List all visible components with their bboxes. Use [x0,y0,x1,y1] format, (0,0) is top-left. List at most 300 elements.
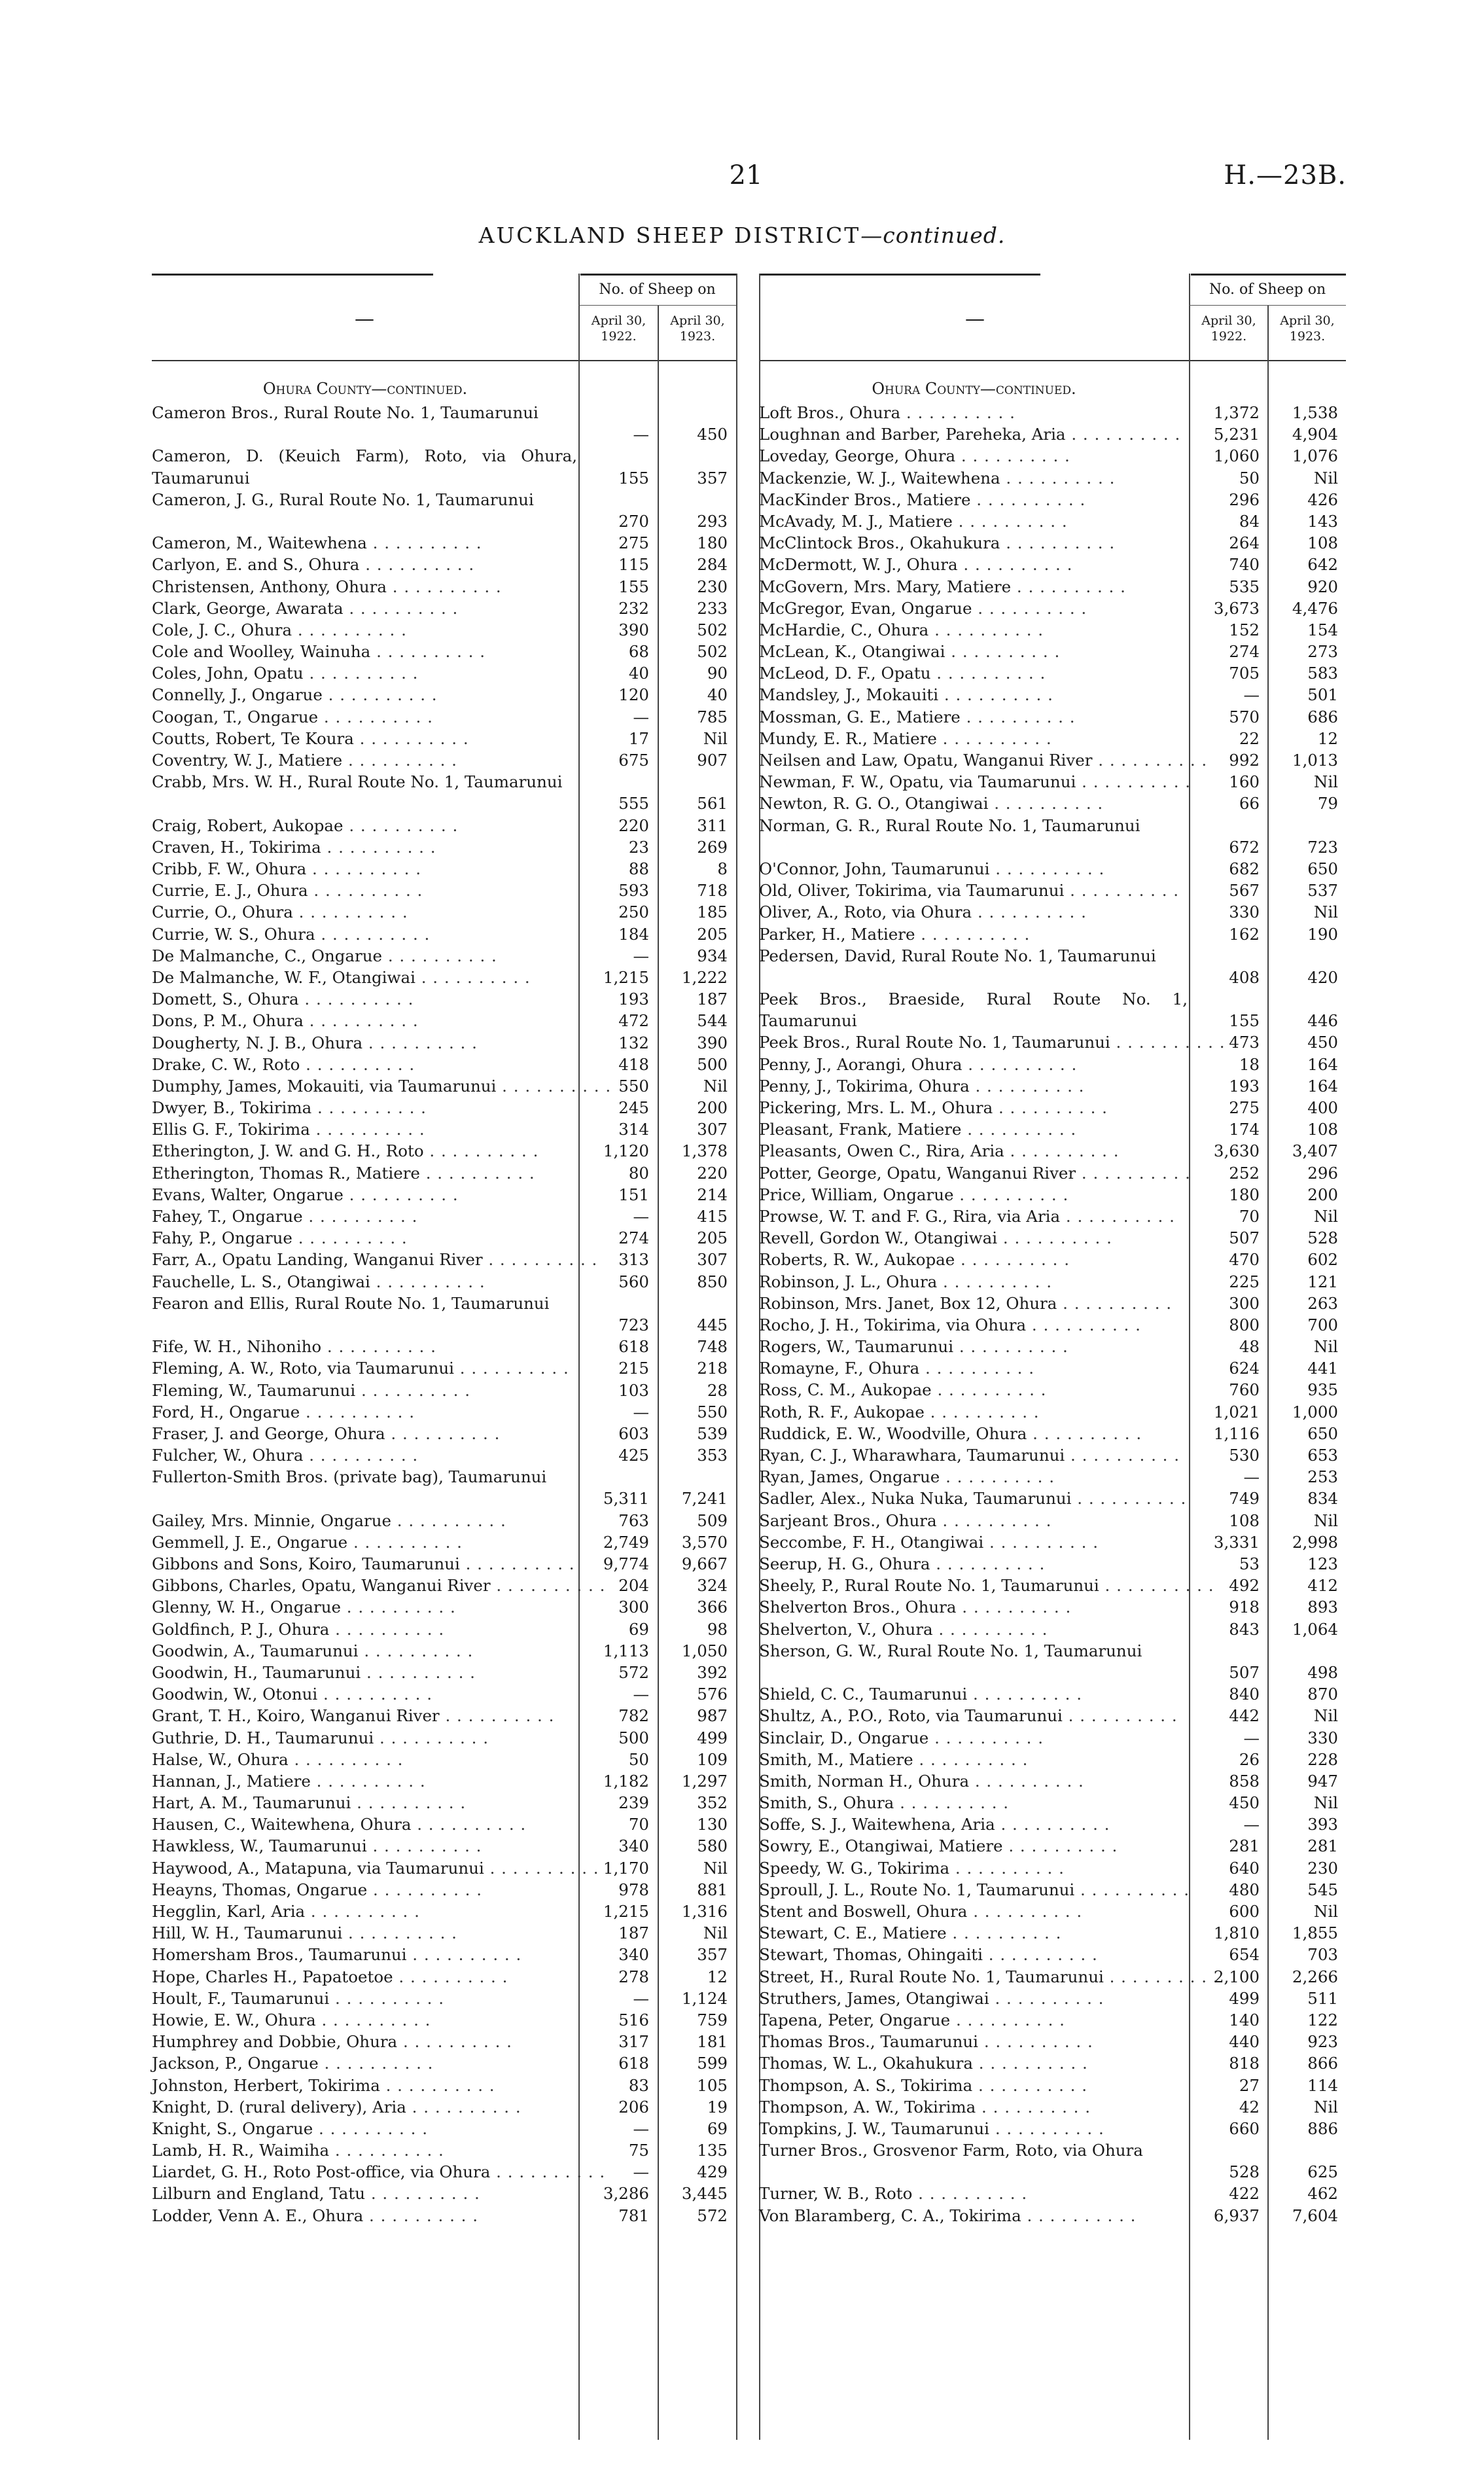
owner-name: McGregor, Evan, Ongarue . . . . . . . . . . [759,598,1087,618]
dot-leader: . . . . . . . . . . [969,1771,1084,1791]
owner-name: Fullerton-Smith Bros. (private bag), Taumarunui [152,1467,547,1487]
sheep-1922: 300 [1229,1293,1260,1313]
dot-leader: . . . . . . . . . . [361,1662,476,1682]
sheep-1922: 763 [618,1510,649,1530]
dot-leader: . . . . . . . . . . [1011,577,1126,596]
sheep-1923: 462 [1307,2184,1338,2204]
sheep-1922: 88 [628,859,649,878]
sheep-1923: 426 [1307,490,1338,509]
owner-name: Turner, W. B., Roto . . . . . . . . . . [759,2184,1028,2204]
sheep-1922: 740 [1229,555,1260,575]
dot-leader: . . . . . . . . . . [1000,533,1116,553]
sheep-1922: 17 [628,728,649,748]
sheep-1922: 40 [628,664,649,683]
dot-leader: . . . . . . . . . . [303,1011,419,1031]
sheep-1922: 3,286 [603,2184,649,2204]
table-row [152,901,737,923]
owner-name: Thomas, W. L., Okahukura . . . . . . . . . . [759,2054,1088,2073]
owner-name: Goodwin, W., Otonui . . . . . . . . . . [152,1685,433,1704]
sheep-1923: 686 [1307,707,1338,726]
sheep-1922: 723 [618,1315,649,1334]
dot-leader: . . . . . . . . . . [419,1163,535,1183]
header-col-1923: April 30, 1923. [670,313,725,344]
sheep-1922: 992 [1229,751,1260,770]
table-row [152,1835,737,1857]
sheep-1923: Nil [1313,1206,1338,1226]
owner-name: Rogers, W., Taumarunui . . . . . . . . . . [759,1337,1069,1357]
sheep-1923: 121 [1307,1272,1338,1291]
header-rule [152,360,737,361]
sheep-1922: 843 [1229,1619,1260,1639]
sheep-1923: 1,538 [1292,403,1338,422]
owner-name: Clark, George, Awarata . . . . . . . . . . [152,598,459,618]
table-row [152,402,737,445]
owner-name: Fraser, J. and George, Ohura . . . . . . . . . . [152,1423,501,1443]
table-row [152,1510,737,1531]
dot-leader: . . . . . . . . . . [983,1532,1099,1552]
sheep-1922: 2,100 [1213,1967,1260,1986]
table-row [152,2183,737,2204]
dot-leader: . . . . . . . . . . [1002,1836,1118,1856]
table-row [152,1922,737,1944]
sheep-1922: 535 [1229,577,1260,596]
sheep-1922: 83 [628,2075,649,2095]
dot-leader: . . . . . . . . . . [972,902,1087,922]
dot-leader: . . . . . . . . . . [305,1902,420,1921]
owner-name: McAvady, M. J., Matiere . . . . . . . . . . [759,511,1068,531]
top-rule [1191,274,1346,276]
sheep-1923: 164 [1307,1076,1338,1096]
sheep-1922: 618 [618,1337,649,1357]
owner-name: Ryan, C. J., Wharawhara, Taumarunui . . . . . . . . . . [759,1446,1180,1465]
sheep-1922: 682 [1229,859,1260,878]
sheep-1923: 1,064 [1292,1619,1338,1639]
owner-name: Sinclair, D., Ongarue . . . . . . . . . . [759,1728,1044,1747]
table-row [152,706,737,728]
dot-leader: . . . . . . . . . . [946,1923,1062,1943]
table-row [152,1162,737,1184]
owner-name: Cribb, F. W., Ohura . . . . . . . . . . [152,859,421,878]
table-row [152,1575,737,1596]
table-row [759,1314,1346,1336]
sheep-1922: 500 [618,1728,649,1747]
sheep-1922: 296 [1229,490,1260,509]
owner-name: Struthers, James, Otangiwai . . . . . . . . . . [759,1988,1104,2008]
owner-name: Penny, J., Tokirima, Ohura . . . . . . . . . . [759,1076,1085,1096]
table-row [152,1054,737,1075]
dot-leader: . . . . . . . . . . [1026,1315,1141,1334]
dot-leader: . . . . . . . . . . [367,1880,483,1899]
owner-name: Carlyon, E. and S., Ohura . . . . . . . . . . [152,555,475,575]
sheep-1922: — [633,2118,649,2138]
table-row [759,445,1346,467]
dot-leader: . . . . . . . . . . [292,1228,408,1248]
table-row [759,1792,1346,1814]
sheep-1922: 274 [618,1228,649,1248]
sheep-1923: 450 [1307,1033,1338,1052]
table-row [152,923,737,945]
table-row [152,2205,737,2226]
table-row [759,2183,1346,2204]
sheep-1923: 293 [697,511,728,531]
owner-name: Ruddick, E. W., Woodville, Ohura . . . . . . . . . . [759,1423,1142,1443]
header-col-1922: April 30, 1922. [591,313,646,344]
dot-leader: . . . . . . . . . . [1103,1967,1219,1986]
sheep-1923: 450 [697,425,728,444]
sheep-1923: 205 [697,924,728,944]
dot-leader: . . . . . . . . . . [303,1446,419,1465]
sheep-1923: 230 [1307,1858,1338,1878]
table-row [152,771,737,814]
sheep-1923: 934 [697,946,728,965]
owner-name: Shield, C. C., Taumarunui . . . . . . . . . . [759,1685,1082,1704]
sheep-1923: 273 [1307,642,1338,662]
left-table [152,274,737,2440]
owner-name: Pickering, Mrs. L. M., Ohura . . . . . . . . . . [759,1098,1108,1118]
table-row [759,815,1346,858]
table-row [759,1271,1346,1293]
sheep-1922: 470 [1229,1250,1260,1270]
owner-name: Revell, Gordon W., Otangiwai . . . . . . . . . . [759,1228,1112,1248]
dot-leader: . . . . . . . . . . [936,728,1052,748]
dot-leader: . . . . . . . . . . [329,2141,444,2160]
sheep-1922: 151 [618,1185,649,1204]
owner-name: Ellis G. F., Tokirima . . . . . . . . . . [152,1120,425,1139]
table-row [759,1206,1346,1227]
dot-leader: . . . . . . . . . . [397,2032,512,2052]
owner-name: Gailey, Mrs. Minnie, Ongarue . . . . . . . . . . [152,1510,506,1530]
sheep-1923: 987 [697,1706,728,1726]
owner-name: Mackenzie, W. J., Waitewhena . . . . . . . . . . [759,468,1116,488]
table-row [152,1553,737,1575]
sheep-1922: 660 [1229,2118,1260,2138]
sheep-1923: 501 [1307,685,1338,705]
owner-name: Sarjeant Bros., Ohura . . . . . . . . . . [759,1510,1052,1530]
sheep-1922: 132 [618,1033,649,1052]
table-row [152,1640,737,1662]
dot-leader: . . . . . . . . . . [989,2118,1104,2138]
sheep-1923: 881 [697,1880,728,1899]
sheep-1922: 567 [1229,881,1260,901]
sheep-1922: 204 [618,1576,649,1596]
dot-leader: . . . . . . . . . . [940,1467,1055,1487]
sheep-1923: 352 [697,1793,728,1813]
sheep-1922: 174 [1229,1120,1260,1139]
dot-leader: . . . . . . . . . . [928,620,1044,639]
sheep-1922: 390 [618,620,649,639]
owner-name: MacKinder Bros., Matiere . . . . . . . . . . [759,490,1086,509]
sheep-1923: 907 [697,751,728,770]
table-row [152,2118,737,2139]
sheep-1923: 393 [1307,1815,1338,1834]
table-row [759,1162,1346,1184]
owner-name: Fleming, A. W., Roto, via Taumarunui . . . . . . . . . . [152,1359,569,1378]
sheep-1923: 269 [697,837,728,857]
right-rows [759,402,1346,2226]
dot-leader: . . . . . . . . . . [496,1076,612,1096]
dot-leader: . . . . . . . . . . [993,1098,1108,1118]
table-row [152,1336,737,1357]
owner-name: Hawkless, W., Taumarunui . . . . . . . . . . [152,1836,482,1856]
owner-name: Neilsen and Law, Opatu, Wanganui River . . . . . . . . . . [759,751,1208,770]
sheep-1923: 7,241 [681,1489,728,1509]
table-row [152,576,737,598]
table-row [759,706,1346,728]
dot-leader: . . . . . . . . . . [960,707,1076,726]
dot-leader: . . . . . . . . . . [359,555,475,575]
table-row [759,1770,1346,1792]
table-row [759,2009,1346,2031]
dot-leader: . . . . . . . . . . [988,794,1104,813]
sheep-1923: 650 [1307,1423,1338,1443]
heading-continued: —continued. [860,223,1006,248]
owner-name: Seerup, H. G., Ohura . . . . . . . . . . [759,1554,1046,1573]
sheep-1923: 718 [697,881,728,901]
owner-name: Johnston, Herbert, Tokirima . . . . . . . . . . [152,2075,495,2095]
sheep-1922: 6,937 [1213,2206,1260,2225]
sheep-1922: 314 [618,1120,649,1139]
table-row [759,1575,1346,1596]
owner-name: Domett, S., Ohura . . . . . . . . . . [152,990,414,1009]
table-row [152,1118,737,1140]
owner-name: Pedersen, David, Rural Route No. 1, Taumarunui [759,946,1156,965]
sheep-1923: 1,050 [681,1641,728,1660]
sheep-1922: 550 [618,1076,649,1096]
sheep-1923: 190 [1307,924,1338,944]
sheep-1923: 650 [1307,859,1338,878]
sheep-1923: 1,316 [681,1902,728,1921]
sheep-1923: 429 [697,2162,728,2182]
table-row [152,1184,737,1206]
owner-name: Ford, H., Ongarue . . . . . . . . . . [152,1402,415,1421]
table-row [152,880,737,901]
sheep-1923: 886 [1307,2118,1338,2138]
page-heading [0,223,1484,248]
sheep-1923: 653 [1307,1446,1338,1465]
table-row [152,1140,737,1162]
sheep-1922: 1,116 [1213,1423,1260,1443]
owner-name: Haywood, A., Matapuna, via Taumarunui . . . . . . . . . . [152,1858,599,1878]
sheep-1923: 353 [697,1446,728,1465]
sheep-1922: 155 [1229,1011,1260,1031]
table-row [152,1293,737,1336]
sheep-1923: 2,266 [1292,1967,1338,1986]
sheep-1922: 3,630 [1213,1141,1260,1161]
sheep-1923: 572 [697,2206,728,2225]
table-row [759,2096,1346,2118]
sheep-1923: 228 [1307,1749,1338,1769]
sheep-1923: 441 [1307,1359,1338,1378]
owner-name: Norman, G. R., Rural Route No. 1, Taumarunui [759,815,1140,835]
sheep-1922: — [633,425,649,444]
sheep-1923: 748 [697,1337,728,1357]
table-row [759,1553,1346,1575]
table-row [152,1901,737,1922]
owner-name: Sadler, Alex., Nuka Nuka, Taumarunui . . . . . . . . . . [759,1489,1187,1509]
table-row [759,728,1346,749]
sheep-1923: 576 [697,1685,728,1704]
owner-name: Ross, C. M., Aukopae . . . . . . . . . . [759,1380,1047,1400]
sheep-1922: 640 [1229,1858,1260,1878]
dot-leader: . . . . . . . . . . [386,577,502,596]
dot-leader: . . . . . . . . . . [952,511,1068,531]
dot-leader: . . . . . . . . . . [490,1576,606,1596]
table-row [759,1140,1346,1162]
sheep-1922: 555 [618,794,649,813]
sheep-1922: 278 [618,1967,649,1986]
sheep-1923: 1,076 [1292,446,1338,466]
table-row [152,1380,737,1401]
table-row [152,489,737,532]
sheep-1922: 313 [618,1250,649,1270]
table-row [759,1466,1346,1488]
table-row [152,1075,737,1097]
owner-name: Sproull, J. L., Route No. 1, Taumarunui . . . . . . . . . . [759,1880,1190,1899]
dot-leader: . . . . . . . . . . [938,685,1053,705]
sheep-1922: 978 [618,1880,649,1899]
table-row [152,1423,737,1444]
dot-leader: . . . . . . . . . . [1021,2206,1137,2225]
dot-leader: . . . . . . . . . . [342,1923,457,1943]
owner-name: Hart, A. M., Taumarunui . . . . . . . . . . [152,1793,467,1813]
sheep-1922: — [1243,1815,1260,1834]
dot-leader: . . . . . . . . . . [365,2184,480,2204]
dot-leader: . . . . . . . . . . [894,1793,1010,1813]
dot-leader: . . . . . . . . . . [358,1641,474,1660]
table-row [759,1988,1346,2009]
table-row [152,1792,737,1814]
table-row [152,815,737,836]
sheep-1923: Nil [1313,1706,1338,1726]
dot-leader: . . . . . . . . . . [953,1337,1069,1357]
owner-name: Mossman, G. E., Matiere . . . . . . . . . . [759,707,1076,726]
sheep-1923: 40 [707,685,728,705]
sheep-1923: 537 [1307,881,1338,901]
table-row [152,641,737,662]
owner-name: Coles, John, Opatu . . . . . . . . . . [152,664,419,683]
sheep-1923: 3,445 [681,2184,728,2204]
table-row [759,1054,1346,1075]
dot-leader: . . . . . . . . . . [997,1228,1112,1248]
owner-name: Halse, W., Ohura . . . . . . . . . . [152,1749,404,1769]
sheep-1923: Nil [703,1076,728,1096]
sheep-1922: 27 [1239,2075,1260,2095]
sheep-1923: 90 [707,664,728,683]
sheep-1923: 642 [1307,555,1338,575]
owner-name: McHardie, C., Ohura . . . . . . . . . . [759,620,1044,639]
owner-name: Fleming, W., Taumarunui . . . . . . . . . . [152,1380,471,1400]
sheep-1923: 366 [697,1598,728,1617]
owner-name: Goodwin, H., Taumarunui . . . . . . . . . . [152,1662,476,1682]
owner-name: Lodder, Venn A. E., Ohura . . . . . . . . . . [152,2206,479,2225]
table-row [152,1879,737,1901]
sheep-1922: 507 [1229,1662,1260,1682]
dot-leader: . . . . . . . . . . [308,881,423,901]
dot-leader: . . . . . . . . . . [292,902,408,922]
sheep-1922: — [1243,1467,1260,1487]
sheep-1922: 50 [628,1749,649,1769]
owner-name: Penny, J., Aorangi, Ohura . . . . . . . . . . [759,1054,1078,1074]
owner-name: Potter, George, Opatu, Wanganui River . . . . . . . . . . [759,1163,1191,1183]
sheep-1922: 472 [618,1011,649,1031]
dot-leader: . . . . . . . . . . [343,1185,459,1204]
sheep-1922: 22 [1239,728,1260,748]
table-row [152,1206,737,1227]
owner-name: Dwyer, B., Tokirima . . . . . . . . . . [152,1098,427,1118]
dot-leader: . . . . . . . . . . [989,859,1105,878]
owner-name: Hegglin, Karl, Aria . . . . . . . . . . [152,1902,420,1921]
table-row [152,2009,737,2031]
owner-name: Fulcher, W., Ohura . . . . . . . . . . [152,1446,419,1465]
sheep-1923: 785 [697,707,728,726]
table-row [152,598,737,619]
table-row [759,489,1346,510]
sheep-1923: 253 [1307,1467,1338,1487]
table-row [759,1640,1346,1683]
sheep-1923: 602 [1307,1250,1338,1270]
dot-leader: . . . . . . . . . . [969,1076,1085,1096]
dot-leader: . . . . . . . . . . [329,1988,445,2008]
dot-leader: . . . . . . . . . . [924,1402,1040,1421]
dot-leader: . . . . . . . . . . [313,2118,428,2138]
owner-name: Cameron, J. G., Rural Route No. 1, Taumarunui [152,490,534,509]
sheep-1923: 511 [1307,1988,1338,2008]
sheep-1923: 866 [1307,2054,1338,2073]
table-row [759,880,1346,901]
sheep-1923: 599 [697,2054,728,2073]
sheep-1923: 3,407 [1292,1141,1338,1161]
table-row [152,2139,737,2161]
owner-name: Thompson, A. S., Tokirima . . . . . . . . . . [759,2075,1088,2095]
dot-leader: . . . . . . . . . . [406,1945,522,1965]
sheep-1922: 160 [1229,772,1260,792]
owner-name: Hannan, J., Matiere . . . . . . . . . . [152,1771,426,1791]
sheep-1923: 550 [697,1402,728,1421]
sheep-1923: 499 [697,1728,728,1747]
sheep-1923: 412 [1307,1576,1338,1596]
table-row [759,2205,1346,2226]
sheep-1922: 425 [618,1446,649,1465]
sheep-1922: 69 [628,1619,649,1639]
sheep-1922: 422 [1229,2184,1260,2204]
sheep-1922: — [1243,1728,1260,1747]
sheep-1922: 270 [618,511,649,531]
dot-leader: . . . . . . . . . . [995,1815,1110,1834]
owner-name: Stent and Boswell, Ohura . . . . . . . . . . [759,1902,1083,1921]
owner-name: Goldfinch, P. J., Ohura . . . . . . . . . . [152,1619,445,1639]
dot-leader: . . . . . . . . . . [913,1749,1029,1769]
owner-name: McLeod, D. F., Opatu . . . . . . . . . . [759,664,1046,683]
sheep-1922: — [633,2162,649,2182]
sheep-1922: 1,810 [1213,1923,1260,1943]
sheep-1922: 155 [618,577,649,596]
table-row [152,684,737,706]
sheep-1923: 135 [697,2141,728,2160]
dot-leader: . . . . . . . . . . [932,1619,1048,1639]
dot-leader: . . . . . . . . . . [459,1554,575,1574]
owner-name: Pleasants, Owen C., Rira, Aria . . . . . . . . . . [759,1141,1120,1161]
owner-name: O'Connor, John, Taumarunui . . . . . . . . . . [759,859,1105,878]
owner-name: Turner Bros., Grosvenor Farm, Roto, via Ohura [759,2141,1143,2160]
sheep-1923: 544 [697,1011,728,1031]
dot-leader: . . . . . . . . . . [302,1207,418,1226]
dot-leader: . . . . . . . . . . [300,1054,415,1074]
sheep-1922: 239 [618,1793,649,1813]
sheep-1923: 502 [697,642,728,662]
owner-name: Knight, D. (rural delivery), Aria . . . . . . . . . . [152,2097,521,2117]
sheep-1922: 858 [1229,1771,1260,1791]
sheep-1922: 53 [1239,1554,1260,1573]
